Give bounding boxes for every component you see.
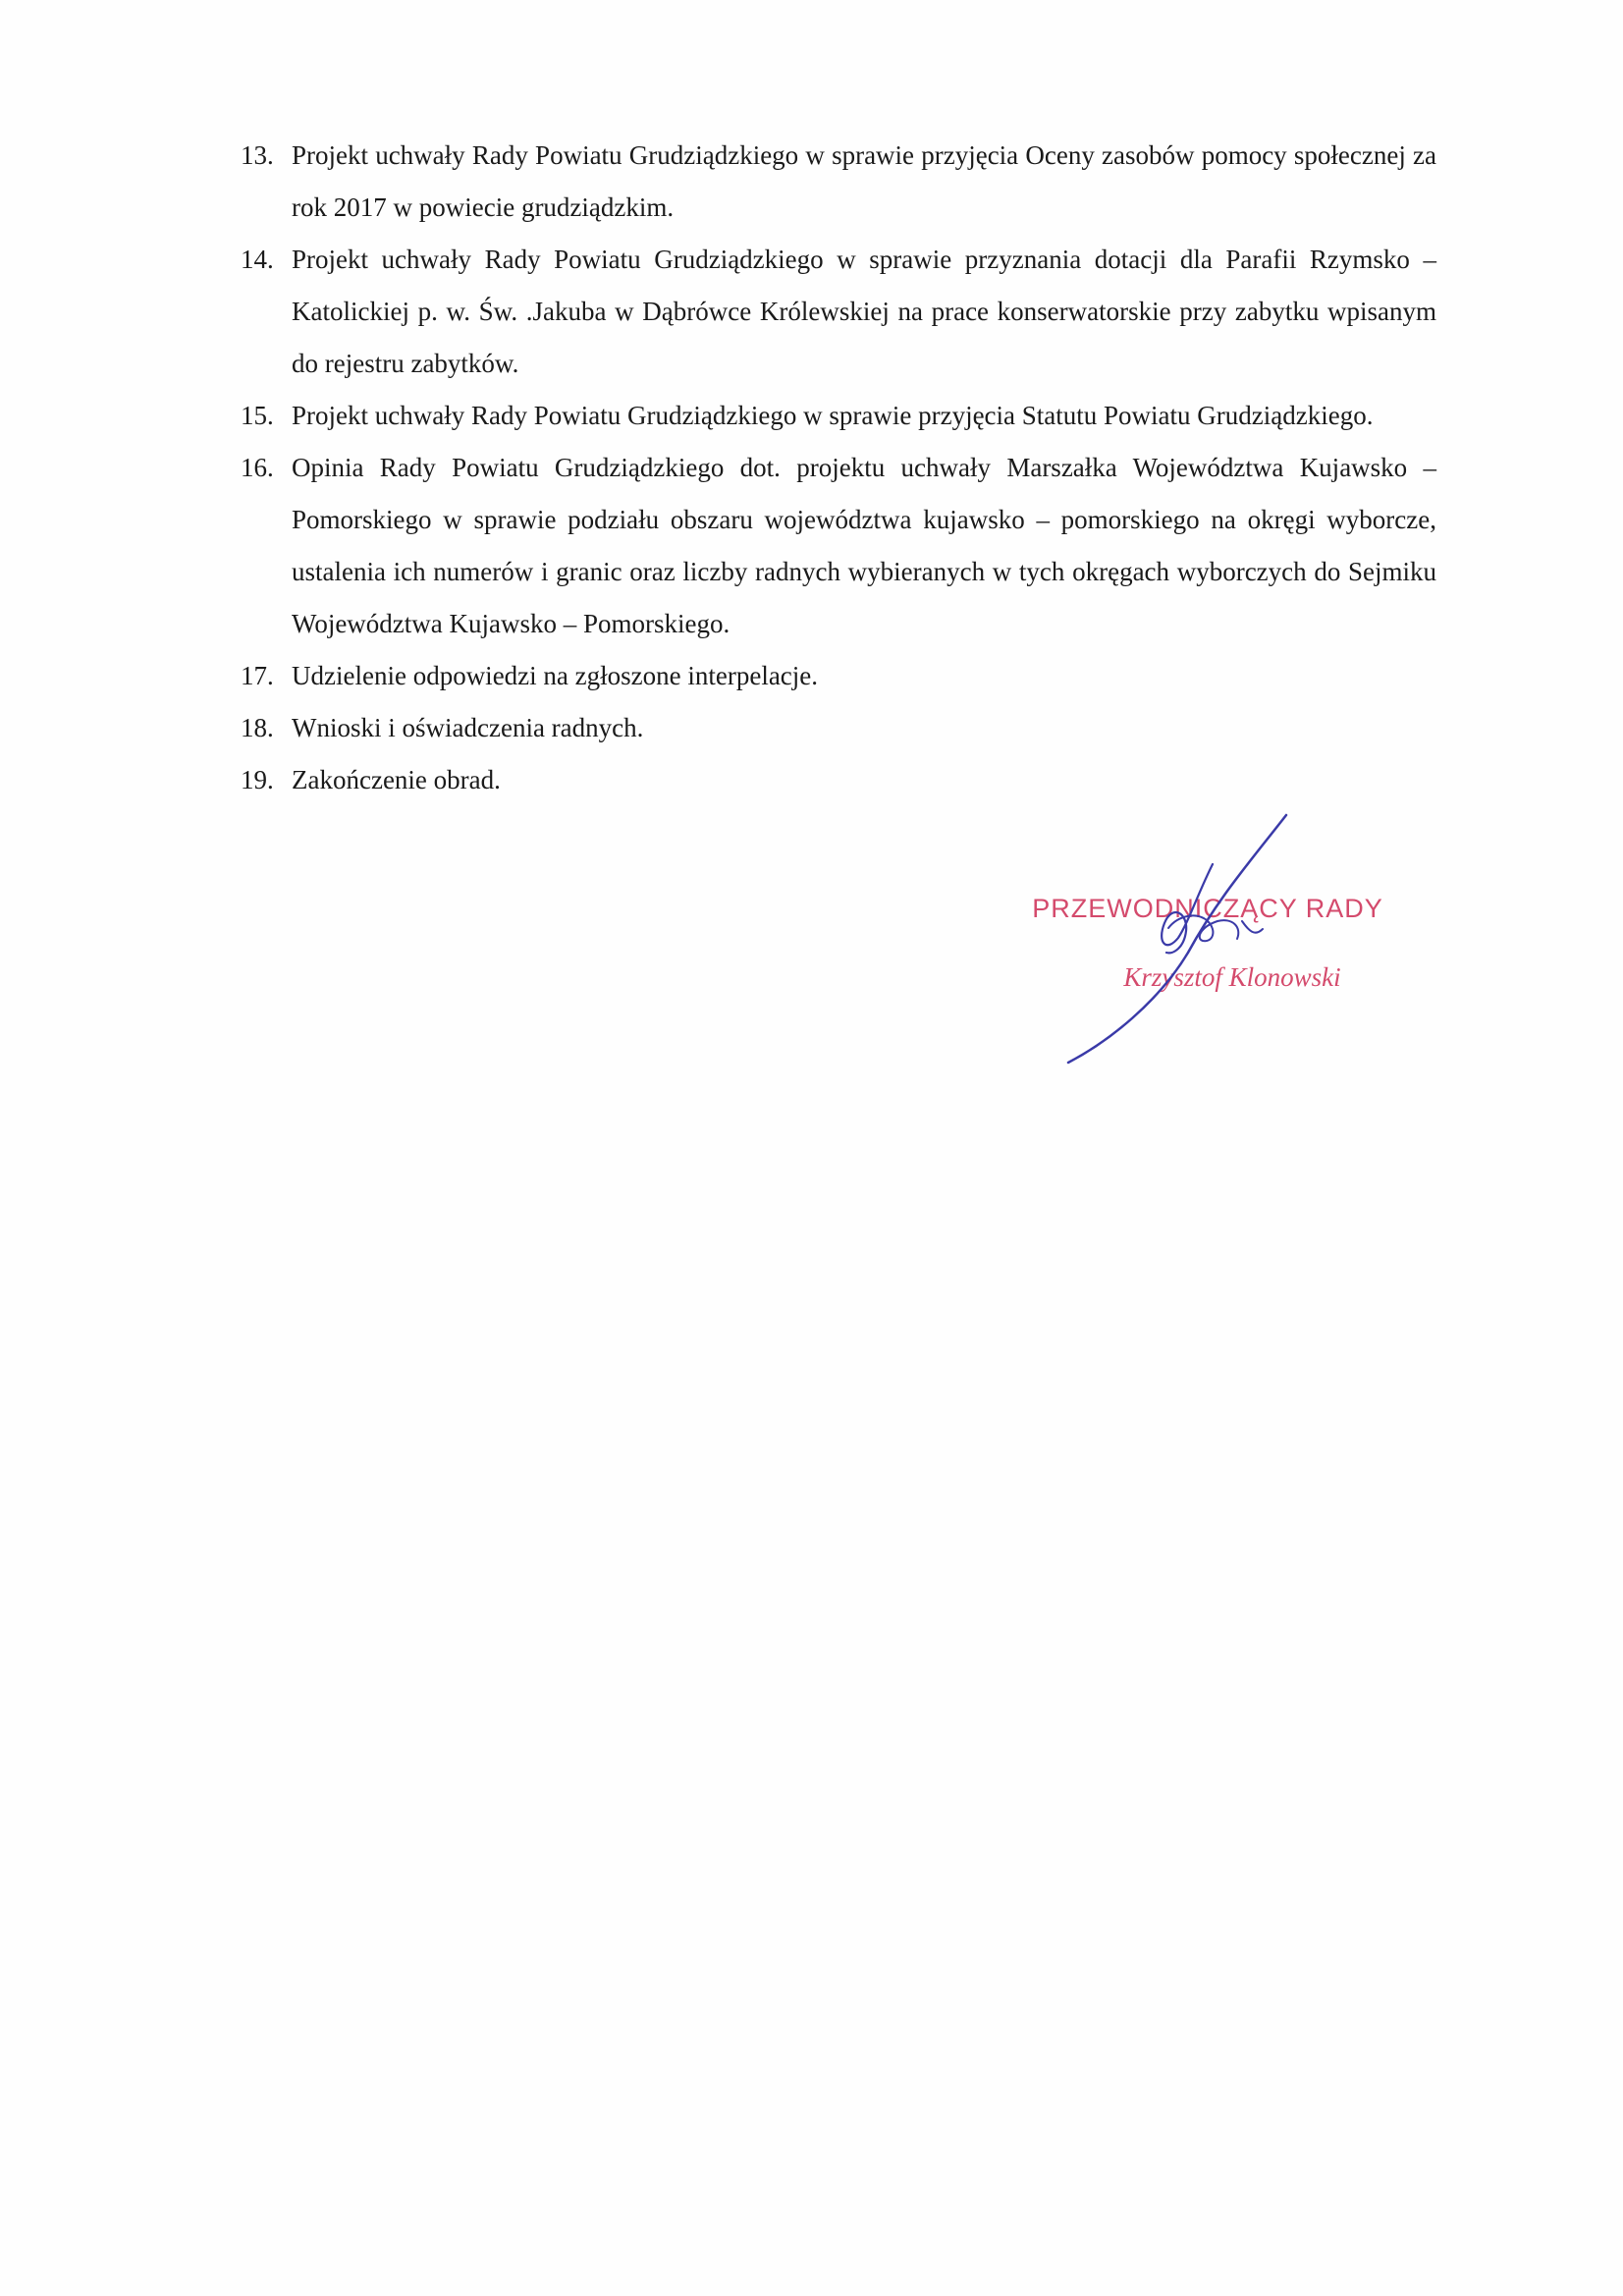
stamp-title: PRZEWODNICZĄCY RADY bbox=[1032, 894, 1383, 923]
signature-stroke bbox=[1242, 921, 1263, 933]
agenda-item-number: 19. bbox=[241, 765, 274, 794]
agenda-item bbox=[241, 702, 1436, 754]
agenda-item-number: 14. bbox=[241, 245, 274, 274]
agenda-item-number: 17. bbox=[241, 661, 274, 690]
agenda-item bbox=[241, 650, 1436, 702]
agenda-item bbox=[241, 234, 1436, 390]
agenda-item bbox=[241, 130, 1436, 234]
agenda-item-text: Udzielenie odpowiedzi na zgłoszone interpelacje. bbox=[292, 661, 819, 690]
agenda-item bbox=[241, 442, 1436, 650]
agenda-item bbox=[241, 754, 1436, 806]
agenda-item-number: 15. bbox=[241, 401, 274, 430]
agenda-item-text: Projekt uchwały Rady Powiatu Grudziądzkiego w sprawie przyjęcia Oceny zasobów pomocy społecznej za rok 2017 w powiecie grudziądzkim. bbox=[292, 140, 1436, 222]
agenda-item-number: 18. bbox=[241, 713, 274, 742]
handwritten-signature bbox=[1041, 805, 1296, 1070]
agenda-item-number: 16. bbox=[241, 453, 274, 482]
agenda-item-text: Wnioski i oświadczenia radnych. bbox=[292, 713, 644, 742]
agenda-item bbox=[241, 390, 1436, 442]
agenda-item-number: 13. bbox=[241, 140, 274, 170]
agenda-item-text: Opinia Rady Powiatu Grudziądzkiego dot. projektu uchwały Marszałka Województwa Kujawsko – Pomorskiego w sprawie podziału obszaru województwa kujawsko – pomorskiego na okręgi wyborcze, ustalenia ich numerów i granic oraz liczby radnych wybieranych w tych okręgach wyborczych do Sejmiku Województwa Kujawsko – Pomorskiego. bbox=[292, 453, 1436, 638]
agenda-item-text: Projekt uchwały Rady Powiatu Grudziądzkiego w sprawie przyjęcia Statutu Powiatu Grudziądzkiego. bbox=[292, 401, 1374, 430]
stamp-name: Krzysztof Klonowski bbox=[1123, 962, 1341, 992]
agenda-list bbox=[241, 130, 1436, 806]
agenda-item-text: Projekt uchwały Rady Powiatu Grudziądzkiego w sprawie przyznania dotacji dla Parafii Rzymsko – Katolickiej p. w. Św. .Jakuba w Dąbrówce Królewskiej na prace konserwatorskie przy zabytku wpisanym do rejestru zabytków. bbox=[292, 245, 1436, 378]
agenda-item-text: Zakończenie obrad. bbox=[292, 765, 501, 794]
signature-stroke bbox=[1162, 864, 1213, 953]
